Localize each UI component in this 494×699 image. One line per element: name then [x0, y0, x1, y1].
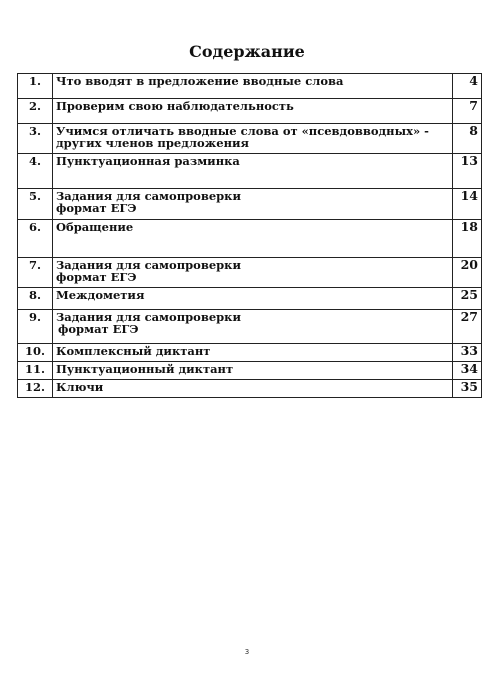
toc-number: 9.: [18, 310, 53, 344]
toc-title: [53, 74, 453, 99]
toc-page: 20: [453, 258, 482, 288]
toc-page: 8: [453, 124, 482, 154]
toc-page: 34: [453, 362, 482, 380]
toc-row: [18, 99, 482, 124]
toc-subtitle-text: других членов предложения: [56, 136, 250, 150]
toc-title-text: Обращение: [56, 220, 134, 234]
toc-title: [53, 124, 453, 154]
toc-number: 4.: [18, 154, 53, 189]
toc-number: 3.: [18, 124, 53, 154]
toc-title-text: Что вводят в предложение вводные слова: [56, 74, 344, 88]
toc-title: [53, 310, 453, 344]
toc-row: [18, 344, 482, 362]
toc-row: [18, 310, 482, 344]
toc-title-text: Задания для самопроверки: [56, 189, 242, 203]
toc-title: [53, 220, 453, 258]
toc-title-text: Задания для самопроверки: [56, 258, 242, 272]
toc-number: 12.: [18, 380, 53, 398]
toc-row: [18, 258, 482, 288]
toc-page: 33: [453, 344, 482, 362]
toc-page: 25: [453, 288, 482, 310]
toc-number: 2.: [18, 99, 53, 124]
toc-subtitle-text: формат ЕГЭ: [58, 322, 139, 336]
toc-title: [53, 344, 453, 362]
toc-title-text: Междометия: [56, 288, 145, 302]
toc-row: [18, 74, 482, 99]
toc-title-text: Ключи: [56, 380, 104, 394]
page-number: 3: [244, 648, 250, 656]
toc-subtitle-text: формат ЕГЭ: [56, 270, 137, 284]
toc-page: 35: [453, 380, 482, 398]
toc-number: 7.: [18, 258, 53, 288]
toc-number: 10.: [18, 344, 53, 362]
toc-number: 6.: [18, 220, 53, 258]
document-title: Содержание: [189, 42, 305, 61]
toc-subtitle-text: формат ЕГЭ: [56, 201, 137, 215]
toc-number: 5.: [18, 189, 53, 220]
toc-title-text: Пунктуационный диктант: [56, 362, 234, 376]
toc-title: [53, 189, 453, 220]
toc-number: 1.: [18, 74, 53, 99]
toc-page: 4: [453, 74, 482, 99]
toc-title: [53, 154, 453, 189]
toc-page: 14: [453, 189, 482, 220]
toc-row: [18, 220, 482, 258]
toc-page: 7: [453, 99, 482, 124]
toc-title-text: Задания для самопроверки: [56, 310, 242, 324]
toc-title-text: Учимся отличать вводные слова от «псевдовводных» -: [56, 124, 429, 138]
toc-title-text: Пунктуационная разминка: [56, 154, 240, 168]
toc-row: [18, 154, 482, 189]
toc-number: 11.: [18, 362, 53, 380]
table-of-contents: [17, 73, 482, 398]
toc-title: [53, 258, 453, 288]
toc-title: [53, 380, 453, 398]
toc-page: 18: [453, 220, 482, 258]
toc-title: [53, 288, 453, 310]
toc-row: [18, 362, 482, 380]
toc-title: [53, 362, 453, 380]
toc-title-text: Проверим свою наблюдательность: [56, 99, 294, 113]
toc-page: 27: [453, 310, 482, 344]
toc-title: [53, 99, 453, 124]
toc-row: [18, 124, 482, 154]
toc-number: 8.: [18, 288, 53, 310]
toc-page: 13: [453, 154, 482, 189]
toc-row: [18, 189, 482, 220]
toc-title-text: Комплексный диктант: [56, 344, 211, 358]
toc-row: [18, 380, 482, 398]
toc-row: [18, 288, 482, 310]
